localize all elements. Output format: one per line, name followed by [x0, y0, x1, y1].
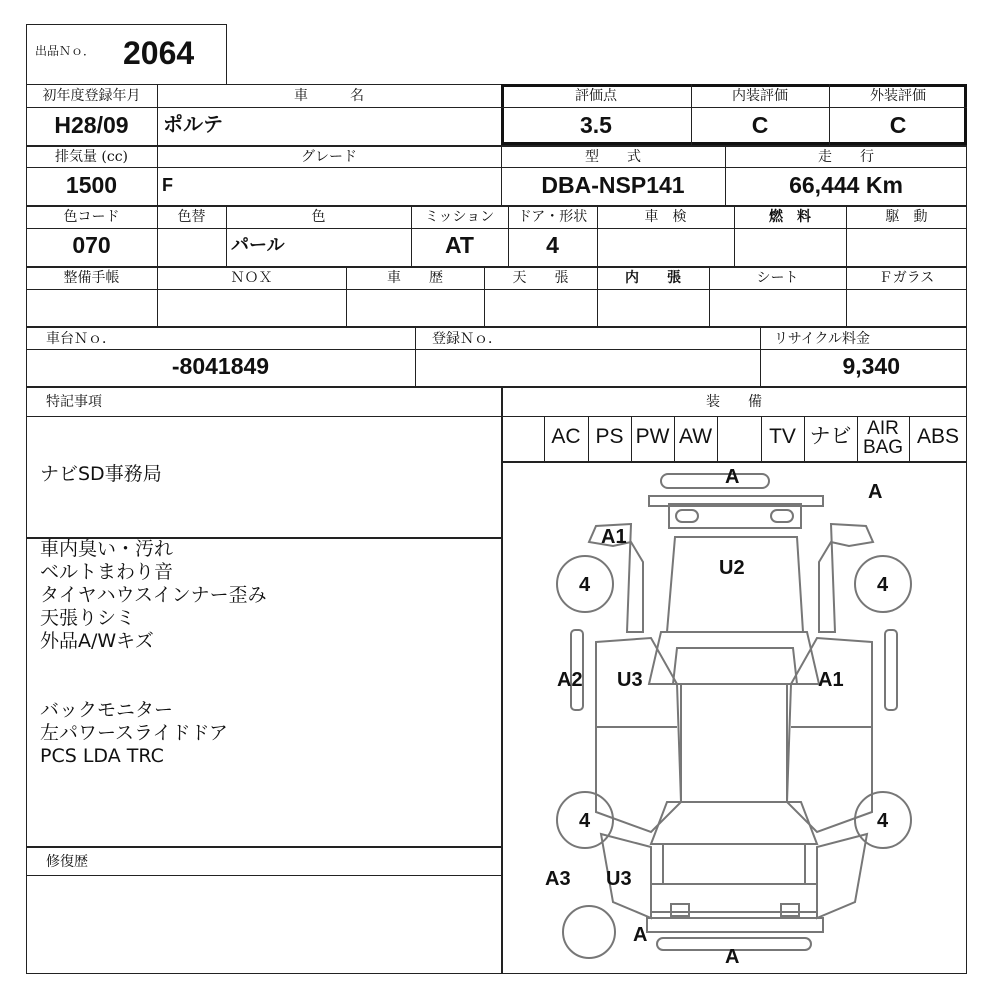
equipment-item-airbag: AIR BAG [862, 418, 904, 458]
color-code-value: 070 [72, 232, 111, 258]
seat-label: シート [756, 270, 799, 286]
mileage-value: 66,444 Km [789, 172, 903, 198]
roof-liner-label: 天 張 [512, 270, 569, 286]
mark-tire-fl: 4 [579, 574, 591, 596]
grade-value: F [162, 175, 173, 195]
mark-right-doors: A1 [818, 669, 844, 691]
interior-trim-label: 内 張 [625, 270, 681, 286]
mission-value: AT [445, 232, 474, 258]
registration-no-label: 登録Ｎｏ． [432, 331, 502, 347]
repaint-label: 色替 [177, 209, 206, 225]
exterior-grade-value: C [889, 112, 907, 138]
mark-rear-bumper: A [725, 946, 740, 968]
interior-grade-value: C [751, 112, 769, 138]
equipment-item-pw: PW [635, 425, 670, 448]
color-value: パール [231, 235, 285, 255]
door-shape-value: 4 [546, 232, 559, 258]
equipment-item-tv: TV [769, 425, 796, 448]
mark-front-bumper: A [725, 466, 740, 488]
mark-left-doors-u: U3 [617, 669, 643, 691]
notes-label: 特記事項 [46, 394, 102, 410]
color-label: 色 [311, 209, 326, 225]
mission-label: ミッション [424, 209, 495, 225]
score-label: 評価点 [575, 88, 617, 104]
interior-grade-label: 内装評価 [732, 88, 788, 104]
mark-tire-rl: 4 [579, 810, 591, 832]
mark-tire-fr: 4 [877, 574, 889, 596]
car-name-label: 車 名 [294, 88, 364, 104]
displacement-label: 排気量 (cc) [54, 149, 129, 165]
score-value: 3.5 [580, 112, 612, 138]
recycle-fee-value: 9,340 [842, 353, 900, 379]
reg-date-value: H28/09 [54, 112, 129, 138]
lot-number-label: 出品Ｎｏ． [35, 44, 96, 58]
note-line: 天張りシミ [40, 607, 136, 629]
mark-left-doors-a: A2 [557, 669, 583, 691]
note-line: PCS LDA TRC [40, 745, 164, 767]
chassis-no-label: 車台Ｎｏ． [46, 331, 116, 347]
note-line: ベルトまわり音 [40, 561, 174, 583]
note-line: 外品A/Wキズ [40, 630, 154, 652]
lot-number-value: 2064 [123, 35, 195, 71]
mark-hood: U2 [719, 557, 745, 579]
equipment-item-ac: AC [551, 425, 581, 448]
mark-front-right: A [868, 481, 883, 503]
exterior-grade-label: 外装評価 [870, 88, 926, 104]
lot-number-box [26, 24, 227, 85]
door-shape-label: ドア・形状 [517, 209, 588, 225]
drive-label: 駆 動 [885, 209, 928, 225]
mark-left-fender: A1 [601, 526, 627, 548]
mark-rear-left-u: U3 [606, 868, 632, 890]
equipment-item-ps: PS [595, 425, 624, 448]
mileage-label: 走 行 [818, 149, 874, 165]
mark-rear-bumper-left: A [633, 924, 648, 946]
front-glass-label: Ｆガラス [878, 270, 935, 286]
nox-label: ＮＯＸ [230, 270, 273, 286]
car-history-label: 車 歴 [387, 270, 443, 286]
note-line: タイヤハウスインナー歪み [40, 584, 267, 606]
model-label: 型 式 [585, 149, 641, 165]
inspection-label: 車 検 [644, 209, 687, 225]
equipment-item-aw: AW [678, 425, 713, 448]
mark-rear-left-a: A3 [545, 868, 571, 890]
equipment-item-abs: ABS [916, 425, 960, 448]
note-line: バックモニター [40, 699, 174, 721]
fuel-label: 燃 料 [769, 209, 811, 225]
note-line: 車内臭い・汚れ [40, 538, 174, 560]
displacement-value: 1500 [65, 172, 118, 198]
reg-date-label: 初年度登録年月 [42, 88, 141, 104]
car-damage-diagram [501, 462, 967, 974]
car-name-value: ポルテ [163, 114, 223, 136]
repair-history-label: 修復歴 [46, 854, 88, 870]
color-code-label: 色コード [63, 209, 120, 225]
equipment-item-navi: ナビ [809, 425, 852, 448]
notes-top-text: ナビSD事務局 [40, 463, 162, 485]
model-value: DBA-NSP141 [541, 172, 685, 198]
chassis-no-value: -8041849 [171, 353, 270, 379]
recycle-fee-label: リサイクル料金 [774, 331, 871, 347]
note-line: 左パワースライドドア [40, 722, 228, 744]
mark-tire-rr: 4 [877, 810, 889, 832]
grade-label: グレード [301, 149, 357, 165]
service-book-label: 整備手帳 [63, 270, 120, 286]
spare-tire [563, 906, 615, 958]
equipment-label: 装 備 [706, 394, 762, 410]
